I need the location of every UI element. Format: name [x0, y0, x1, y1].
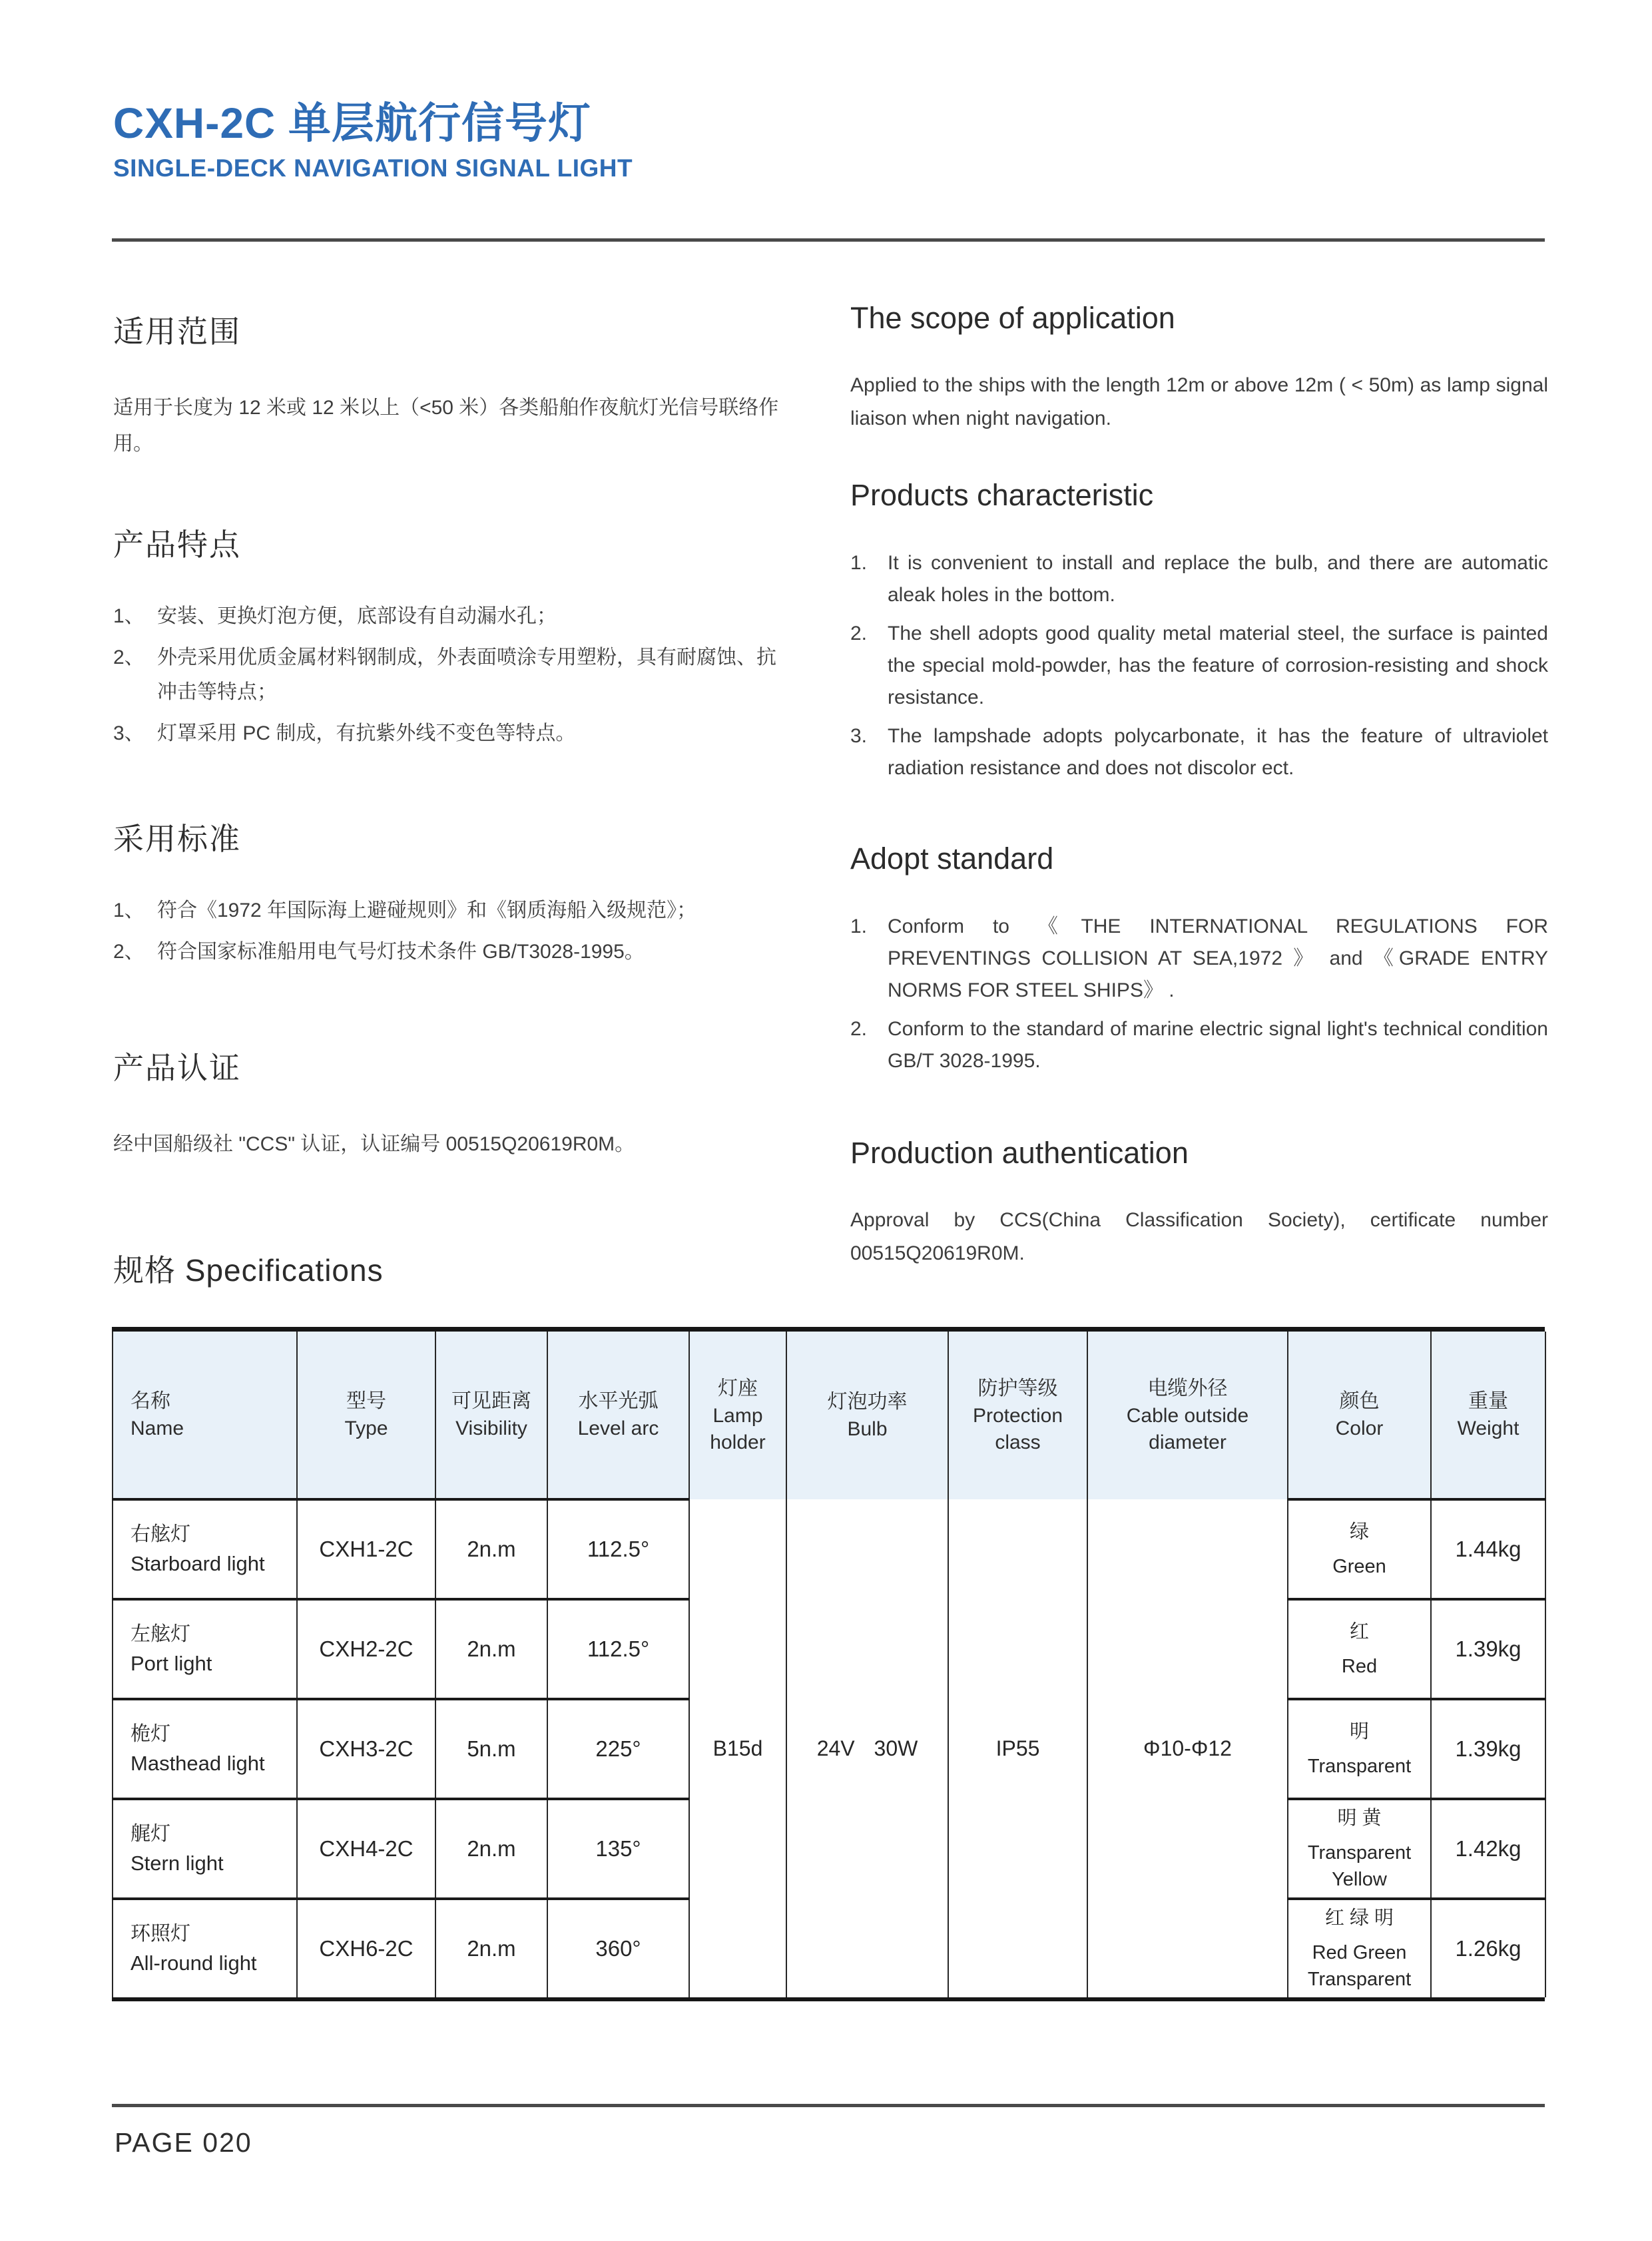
color-zh: 明 — [1349, 1721, 1369, 1742]
cell-name — [113, 1599, 297, 1699]
spec-table — [112, 1332, 1546, 1997]
color-en: Transparent Yellow — [1307, 1842, 1412, 1890]
list-item-text: 符合《1972 年国际海上避碰规则》和《钢质海船入级规范》； — [157, 899, 697, 921]
cell-cable-diameter: Φ10-Φ12 — [1087, 1499, 1288, 1997]
header-en: Level arc — [577, 1417, 659, 1439]
section-features-zh — [113, 521, 786, 751]
section-certification-zh — [113, 1044, 786, 1162]
list-item-text: 灯罩采用 PC 制成，有抗紫外线不变色等特点。 — [157, 722, 576, 744]
spec-table-wrapper — [112, 1327, 1545, 2001]
page-number: PAGE 020 — [115, 2127, 252, 2158]
feature-list — [113, 599, 786, 751]
list-item-number: 1. — [850, 915, 868, 937]
section-heading: Products characteristic — [850, 478, 1154, 512]
cell-type: CXH2-2C — [297, 1599, 435, 1699]
name-zh: 左舷灯 — [131, 1623, 190, 1645]
list-item-text: 外壳采用优质金属材料钢制成，外表面喷涂专用塑粉，具有耐腐蚀、抗冲击等特点； — [157, 646, 776, 703]
list-item-text: The lampshade adopts polycarbonate, it has the feature of ultraviolet radiation resistance and does not discolor ect. — [888, 725, 1548, 779]
list-item-text: The shell adopts good quality metal material steel, the surface is painted the special mold-powder, has the feature of corrosion-resisting and shock resistance. — [888, 622, 1548, 708]
cell-bulb: 24V 30W — [786, 1499, 948, 1997]
column-header-weight — [1431, 1332, 1545, 1499]
section-heading: The scope of application — [850, 301, 1175, 335]
section-body: 经中国船级社 "CCS" 认证，认证编号 00515Q20619R0M。 — [113, 1133, 635, 1155]
list-item — [850, 618, 1548, 714]
list-item-number: 1、 — [113, 605, 144, 627]
name-zh: 艉灯 — [131, 1823, 170, 1845]
cell-color — [1288, 1599, 1431, 1699]
list-item-number: 2、 — [113, 646, 144, 668]
list-item-number: 2. — [850, 622, 868, 644]
cell-color — [1288, 1699, 1431, 1799]
color-en: Red — [1341, 1656, 1378, 1677]
cell-weight: 1.42kg — [1431, 1799, 1545, 1899]
column-header-name — [113, 1332, 297, 1499]
section-body: Approval by CCS(China Classification Society), certificate number 00515Q20619R0M. — [850, 1209, 1548, 1264]
list-item — [850, 547, 1548, 611]
list-item — [113, 716, 786, 751]
cell-lamp-holder: B15d — [689, 1499, 786, 1997]
cell-level-arc: 360° — [547, 1899, 689, 1997]
name-en: Masthead light — [131, 1752, 265, 1775]
list-item-text: Conform to 《THE INTERNATIONAL REGULATIONS FOR PREVENTINGS COLLISION AT SEA,1972 》 and 《GRADE ENTRY NORMS FOR STEEL SHIPS》 . — [888, 915, 1548, 1001]
section-features-en — [850, 478, 1548, 784]
cell-level-arc: 112.5° — [547, 1499, 689, 1599]
header-divider — [112, 238, 1545, 242]
column-header-color — [1288, 1332, 1431, 1499]
section-heading: 产品特点 — [113, 527, 241, 562]
color-zh: 红 — [1349, 1621, 1369, 1642]
cell-name — [113, 1799, 297, 1899]
cell-weight: 1.26kg — [1431, 1899, 1545, 1997]
column-header-bulb — [786, 1332, 948, 1499]
list-item-number: 3、 — [113, 722, 144, 744]
cell-name — [113, 1499, 297, 1599]
section-heading: 产品认证 — [113, 1051, 241, 1085]
section-standard-zh — [113, 815, 786, 969]
name-en: Stern light — [131, 1852, 224, 1875]
standard-list — [113, 893, 786, 969]
cell-type: CXH1-2C — [297, 1499, 435, 1599]
list-item — [113, 935, 786, 969]
section-heading: 适用范围 — [113, 314, 241, 349]
header-zh: 灯泡功率 — [827, 1391, 908, 1413]
section-heading: Adopt standard — [850, 842, 1054, 875]
cell-color — [1288, 1899, 1431, 1997]
table-header-row — [113, 1332, 1545, 1499]
name-en: All-round light — [131, 1951, 257, 1975]
header-en: Color — [1335, 1417, 1384, 1439]
header-en: Protection class — [972, 1405, 1063, 1453]
list-item-number: 2、 — [113, 941, 144, 963]
list-item-text: 符合国家标准船用电气号灯技术条件 GB/T3028-1995。 — [157, 941, 645, 963]
cell-color — [1288, 1799, 1431, 1899]
cell-weight: 1.39kg — [1431, 1699, 1545, 1799]
name-zh: 桅灯 — [131, 1723, 170, 1745]
cell-color — [1288, 1499, 1431, 1599]
chinese-column — [113, 308, 786, 1162]
section-body: Applied to the ships with the length 12m or above 12m ( < 50m) as lamp signal liaison when night navigation. — [850, 374, 1548, 429]
page-subtitle: SINGLE-DECK NAVIGATION SIGNAL LIGHT — [113, 154, 633, 182]
cell-type: CXH6-2C — [297, 1899, 435, 1997]
name-zh: 环照灯 — [131, 1923, 190, 1945]
header-zh: 型号 — [346, 1390, 386, 1412]
list-item-number: 3. — [850, 725, 868, 747]
header-en: Name — [131, 1417, 184, 1439]
list-item — [850, 1013, 1548, 1077]
section-heading: 采用标准 — [113, 822, 241, 856]
column-header-type — [297, 1332, 435, 1499]
column-header-visibility — [435, 1332, 547, 1499]
cell-name — [113, 1699, 297, 1799]
english-column — [850, 301, 1548, 1270]
name-en: Starboard light — [131, 1552, 265, 1575]
feature-list — [850, 547, 1548, 784]
cell-visibility: 2n.m — [435, 1599, 547, 1699]
page-title: CXH-2C 单层航行信号灯 — [113, 99, 592, 147]
section-scope-en — [850, 301, 1548, 435]
header-zh: 颜色 — [1339, 1390, 1380, 1412]
cell-name — [113, 1899, 297, 1997]
section-scope-zh — [113, 308, 786, 462]
cell-level-arc: 112.5° — [547, 1599, 689, 1699]
specifications-heading: 规格 Specifications — [113, 1253, 384, 1288]
color-zh: 红 绿 明 — [1324, 1907, 1394, 1929]
column-header-level-arc — [547, 1332, 689, 1499]
color-zh: 明 黄 — [1337, 1808, 1382, 1829]
header-zh: 名称 — [131, 1390, 170, 1412]
cell-visibility: 5n.m — [435, 1699, 547, 1799]
color-zh: 绿 — [1349, 1521, 1369, 1543]
header-en: Visibility — [455, 1417, 527, 1439]
header-en: Bulb — [847, 1418, 888, 1440]
cell-visibility: 2n.m — [435, 1499, 547, 1599]
header-zh: 水平光弧 — [578, 1390, 659, 1412]
section-certification-en — [850, 1136, 1548, 1270]
list-item — [850, 720, 1548, 784]
cell-visibility: 2n.m — [435, 1799, 547, 1899]
list-item-number: 1. — [850, 552, 868, 574]
header-en: Lamp holder — [710, 1405, 766, 1453]
standard-list — [850, 911, 1548, 1077]
header-zh: 可见距离 — [451, 1390, 531, 1412]
header-en: Weight — [1457, 1417, 1519, 1439]
section-heading: Production authentication — [850, 1136, 1189, 1170]
cell-weight: 1.44kg — [1431, 1499, 1545, 1599]
color-en: Green — [1332, 1556, 1386, 1577]
list-item-text: Conform to the standard of marine electric signal light's technical condition GB/T 3028-1995. — [888, 1018, 1548, 1072]
list-item — [113, 599, 786, 634]
list-item-number: 2. — [850, 1018, 868, 1040]
cell-type: CXH4-2C — [297, 1799, 435, 1899]
cell-type: CXH3-2C — [297, 1699, 435, 1799]
cell-visibility: 2n.m — [435, 1899, 547, 1997]
list-item — [850, 911, 1548, 1007]
cell-protection-class: IP55 — [948, 1499, 1087, 1997]
page-header — [113, 100, 1545, 182]
header-en: Type — [344, 1417, 388, 1439]
cell-level-arc: 135° — [547, 1799, 689, 1899]
list-item-number: 1、 — [113, 899, 144, 921]
table-row — [113, 1499, 1545, 1599]
column-header-lamp-holder — [689, 1332, 786, 1499]
color-en: Red Green Transparent — [1307, 1942, 1412, 1990]
name-en: Port light — [131, 1652, 212, 1675]
cell-weight: 1.39kg — [1431, 1599, 1545, 1699]
section-standard-en — [850, 842, 1548, 1077]
list-item — [113, 640, 786, 710]
header-zh: 重量 — [1468, 1390, 1508, 1412]
header-zh: 电缆外径 — [1147, 1377, 1228, 1399]
list-item — [113, 893, 786, 928]
name-zh: 右舷灯 — [131, 1523, 190, 1545]
list-item-text: It is convenient to install and replace the bulb, and there are automatic aleak holes in the bottom. — [888, 552, 1548, 606]
cell-level-arc: 225° — [547, 1699, 689, 1799]
header-zh: 防护等级 — [977, 1377, 1058, 1399]
header-zh: 灯座 — [718, 1377, 758, 1399]
section-body: 适用于长度为 12 米或 12 米以上（<50 米）各类船舶作夜航灯光信号联络作用。 — [113, 397, 779, 455]
column-header-cable-diameter — [1087, 1332, 1288, 1499]
list-item-text: 安装、更换灯泡方便，底部设有自动漏水孔； — [157, 605, 557, 627]
header-en: Cable outside diameter — [1126, 1405, 1249, 1453]
column-header-protection-class — [948, 1332, 1087, 1499]
footer-divider — [112, 2104, 1545, 2107]
color-en: Transparent — [1307, 1756, 1412, 1777]
